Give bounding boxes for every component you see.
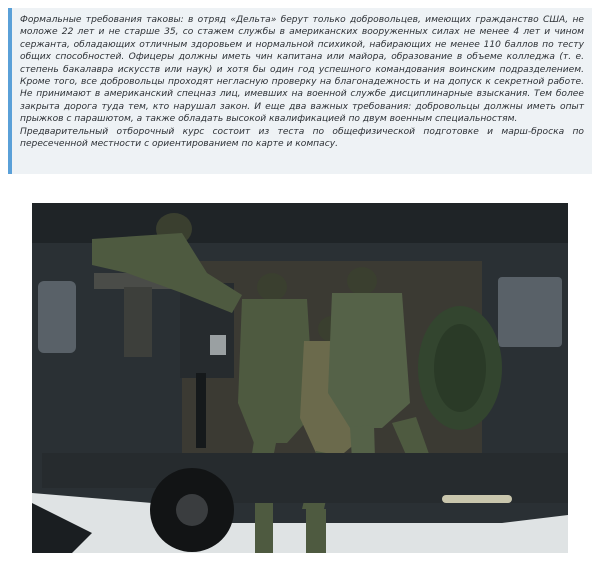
article-paragraph-1: Формальные требования таковы: в отряд «Дельта» берут только добровольцев, имеющих гражданство США, не моложе 22 лет и не старше 35, со стажем службы в американских вооруженных силах не менее 4 лет и чином сержанта, обладающих отличным здоровьем и нормальной психикой, набирающих не менее 110 баллов по тесту общих способностей. Офицеры должны иметь чин капитана или майора, образование в объеме колледжа (т. е. степень бакалавра искусств или наук) и хотя бы один год успешного командования воинским подразделением. Кроме того, все добровольцы проходят негласную проверку на благонадежность и на допуск к секретной работе. Не принимают в американский спецназ лиц, имевших на военной службе дисциплинарные взыскания. Тем более закрыта дорога туда тем, кто нарушал закон. И еще два важных требования: добровольцы должны иметь опыт прыжков с парашютом, а также обладать высокой квалификацией по двум военным специальностям. [20,15,584,125]
photo-illustration [32,203,568,553]
gun-mount [124,287,152,357]
floor-light [442,495,512,503]
door-latch [210,335,226,355]
helicopter-soldiers-photo [32,203,568,553]
article-quote-block [8,8,592,174]
hanging-legs [255,503,273,553]
left-window [38,281,76,353]
article-paragraph-2: Предварительный отборочный курс состоит из теста по общефизической подготовке и марш-броска по пересеченной местности с ориентированием по карте и компасу. [20,126,584,150]
gear-strut [196,373,206,448]
right-window [498,277,562,347]
